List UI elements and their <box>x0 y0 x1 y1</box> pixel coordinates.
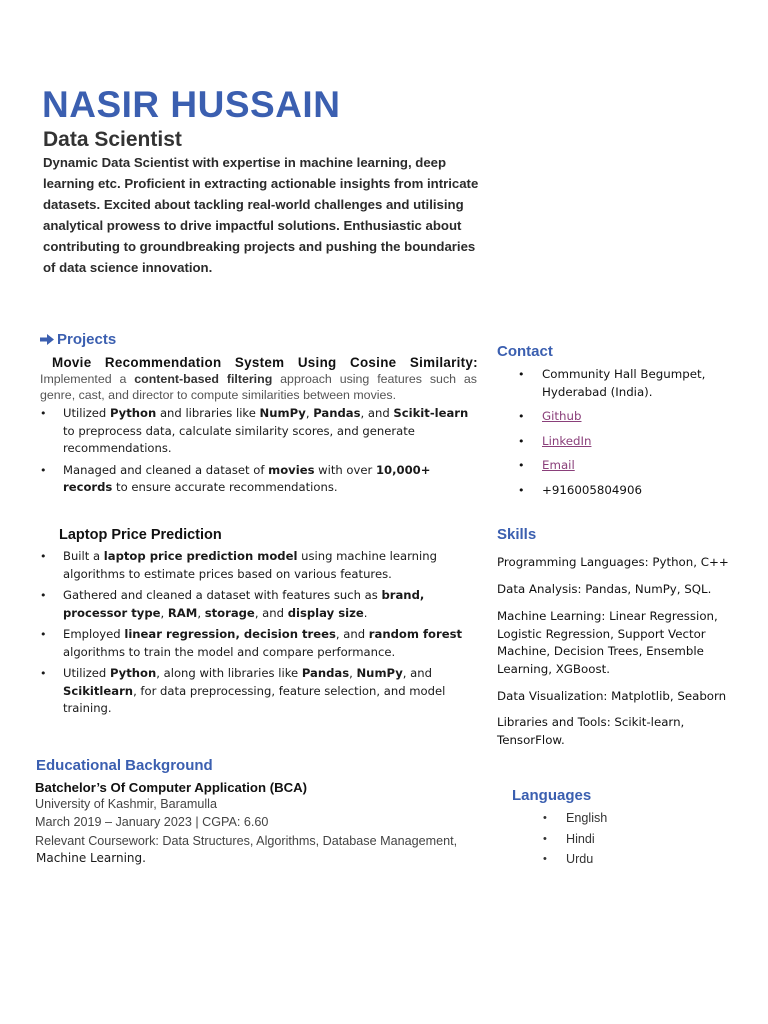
contact-phone: • +916005804906 <box>518 482 718 500</box>
movie-title-word: Similarity: <box>409 355 478 370</box>
language-item: • Urdu <box>543 849 607 870</box>
coursework: Relevant Coursework: Data Structures, Algorithms, Database Management, <box>35 834 458 848</box>
skill-tools: Libraries and Tools: Scikit-learn, TensorFlow. <box>497 715 685 747</box>
contact-address: • Community Hall Begumpet, Hyderabad (India). <box>518 366 718 401</box>
linkedin-link[interactable]: LinkedIn <box>542 433 592 448</box>
candidate-name: NASIR HUSSAIN <box>42 84 341 125</box>
skill-visualization: Data Visualization: Matplotlib, Seaborn <box>497 689 727 703</box>
languages-list <box>543 808 607 870</box>
list-item: • Employed linear regression, decision trees, and random forest algorithms to train the model and compare performance. <box>40 626 482 661</box>
desc-emphasis: content-based filtering <box>134 372 273 386</box>
language-item: • Hindi <box>543 829 607 850</box>
movie-title-word: System <box>234 355 285 370</box>
list-item: • Utilized Python and libraries like NumPy, Pandas, and Scikit-learn to preprocess data, calculate similarity scores, and generate recommendations. <box>40 405 482 458</box>
education-dates: March 2019 – January 2023 | CGPA: 6.60 <box>35 815 269 829</box>
languages-heading: Languages <box>512 787 592 804</box>
movie-project-bullets <box>40 405 482 501</box>
projects-heading <box>40 331 116 348</box>
movie-title-word: Movie <box>52 355 92 370</box>
contact-linkedin-item <box>518 433 718 451</box>
list-item: • Built a laptop price prediction model using machine learning algorithms to estimate prices based on various features. <box>40 548 482 583</box>
list-item: • Utilized Python, along with libraries like Pandas, NumPy, and Scikitlearn, for data preprocessing, feature selection, and model training. <box>40 665 482 718</box>
skill-programming: Programming Languages: Python, C++ <box>497 555 729 569</box>
movie-project-title <box>52 355 478 370</box>
contact-heading: Contact <box>497 343 553 360</box>
skill-machine-learning: Machine Learning: Linear Regression, Logistic Regression, Support Vector Machine, Decision Trees, Ensemble Learning, XGBoost. <box>497 609 718 676</box>
university: University of Kashmir, Baramulla <box>35 797 217 811</box>
skill-data-analysis: Data Analysis: Pandas, NumPy, SQL. <box>497 582 712 596</box>
profile-summary: Dynamic Data Scientist with expertise in machine learning, deep learning etc. Proficient in extracting actionable insights from intricate datasets. Excited about tackling real-world challenges and utilising analytical prowess to drive impactful solutions. Enthusiastic about contributing to groundbreaking projects and pushing the boundaries of data science innovation. <box>43 155 479 276</box>
job-title: Data Scientist <box>43 128 182 151</box>
projects-heading-label: Projects <box>57 331 117 348</box>
movie-title-word: Recommendation <box>104 355 222 370</box>
skills-heading: Skills <box>497 526 537 543</box>
laptop-project-bullets <box>40 548 482 722</box>
coursework-continued: Machine Learning. <box>36 851 146 865</box>
desc-text: Implemented a <box>40 372 135 386</box>
list-item: • Managed and cleaned a dataset of movies with over 10,000+ records to ensure accurate recommendations. <box>40 462 482 497</box>
arrow-right-icon <box>40 334 54 345</box>
laptop-project-title: Laptop Price Prediction <box>59 527 222 543</box>
desc-text: approach using features such as genre, cast, and director to compute similarities between movies. <box>40 372 477 402</box>
list-item: • Gathered and cleaned a dataset with features such as brand, processor type, RAM, storage, and display size. <box>40 587 482 622</box>
contact-list <box>518 366 718 506</box>
movie-title-word: Cosine <box>349 355 397 370</box>
education-heading: Educational Background <box>36 757 213 774</box>
github-link[interactable]: Github <box>542 409 582 423</box>
language-item: • English <box>543 808 607 829</box>
degree-title: Batchelor’s Of Computer Application (BCA) <box>35 780 308 795</box>
movie-title-word: Using <box>297 355 337 370</box>
contact-github-item <box>518 408 718 426</box>
contact-email-item <box>518 457 718 475</box>
movie-project-description <box>40 371 477 403</box>
email-link[interactable]: Email <box>542 458 575 472</box>
